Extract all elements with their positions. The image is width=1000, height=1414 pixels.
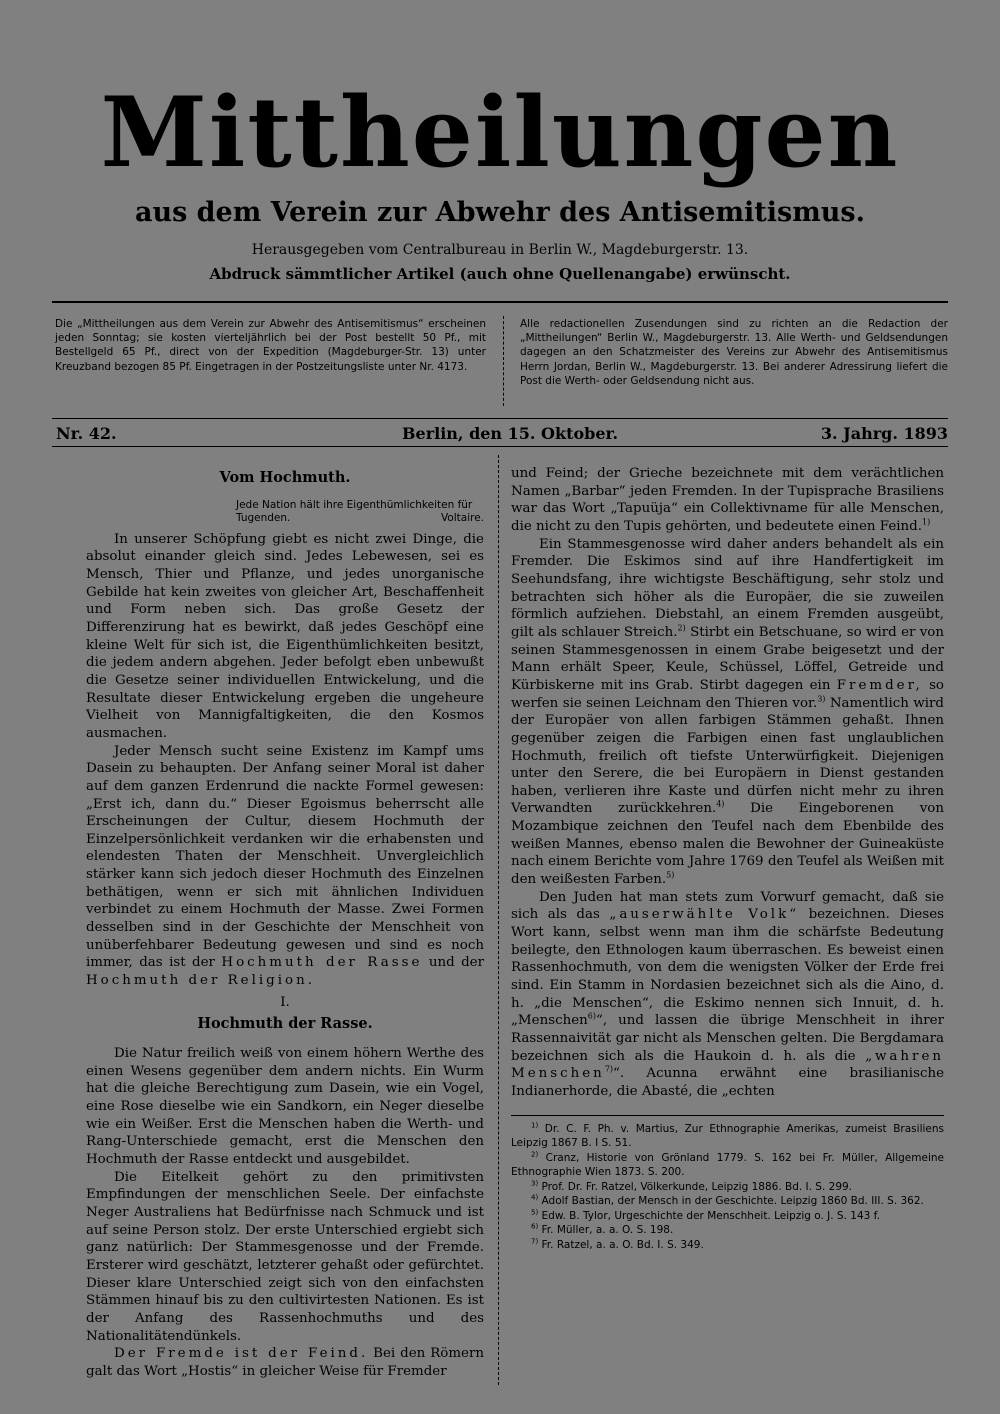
paragraph-text: Die Eingeborenen von Mozambique zeichnen den Teufel nach dem Ebenbilde des weißen Mannes, ebenso malen die Bewohner der Guineaküste nach einem Berichte vom Jahre 1769 den Teufel als Weißen mit den weißesten Farben. <box>511 801 944 888</box>
paragraph: Die Eitelkeit gehört zu den primitivsten Empfindungen der menschlichen Seele. Der einfachste Neger Australiens hat Bedürfnisse nach Schmuck und ist auf seine Person stolz. Der erste Unterschied ergiebt sich ganz natürlich: Der Stammesgenosse und der Fremde. Ersterer wird geschätzt, letzterer gehaßt oder gefürchtet. Dieser klare Unterschied zeigt sich von den einfachsten Stämmen hinauf bis zu den cultivirtesten Nationen. Es ist der Anfang des Rassenhochmuths und des Nationalitätendünkels. <box>86 1169 484 1344</box>
article-column-right <box>511 465 944 1252</box>
footnote-text: Fr. Ratzel, a. a. O. Bd. I. S. 349. <box>541 1238 704 1251</box>
epigraph-author: Voltaire. <box>440 511 484 524</box>
footnote <box>511 1209 944 1224</box>
epigraph <box>236 499 484 525</box>
publisher-line: Herausgegeben vom Centralbureau in Berlin W., Magdeburgerstr. 13. <box>251 242 749 258</box>
footnote-number: 3) <box>531 1179 539 1188</box>
paragraph-text: “. Acunna erwähnt eine brasilianische Indianerhorde, die Abasté, die „echten <box>511 1066 944 1099</box>
paragraph <box>86 1345 484 1380</box>
editorial-contact-info: Alle redactionellen Zusendungen sind zu richten an die Redaction der „Mittheilungen“ Berlin W., Magdeburgerstr. 13. Alle Werth- und Geldsendungen dagegen an den Schatzmeister des Vereins zur Abwehr des Antisemitismus Herrn Jordan, Berlin W., Magdeburgerstr. 13. Bei anderer Adressirung liefert die Post die Werth- oder Geldsendung nicht aus. <box>520 318 948 387</box>
footnote-ref: 3) <box>817 694 826 704</box>
paragraph <box>86 743 484 990</box>
footnote-number: 6) <box>531 1222 539 1231</box>
masthead-title: Mittheilungen <box>100 76 900 189</box>
paragraph-text: Den Juden hat man stets zum Vorwurf gemacht, daß sie sich als das <box>511 889 944 923</box>
paragraph-text: Jeder Mensch sucht seine Existenz im Kampf ums Dasein zu behaupten. Der Anfang seiner Moral ist daher auf dem ganzen Erdenrund die nackte Formel gewesen: „Erst ich, dann du.“ Dieser Egoismus beherrscht alle Erscheinungen der Cultur, diesem Hochmuth der Einzelpersönlichkeit verdanken wir die erhabensten und elendesten Thaten der Menschheit. Unvergleichlich stärker kann sich jedoch dieser Hochmuth des Einzelnen bethätigen, wenn er sich mit ähnlichen Individuen verbindet zu einem Hochmuth der Masse. Zwei Formen desselben sind in der Geschichte der Menschheit von unüberfehbarer Bedeutung gewesen und sind es noch immer, das ist der <box>86 743 484 971</box>
dateline-rule-bottom <box>52 446 948 447</box>
footnote-text: Dr. C. F. Ph. v. Martius, Zur Ethnographie Amerikas, zumeist Brasiliens Leipzig 1867 B. I S. 51. <box>511 1122 944 1150</box>
paragraph: Die Natur freilich weiß von einem höhern Werthe des einen Wesens gegenüber dem andern nichts. Ein Wurm hat die gleiche Berechtigung zum Dasein, wie ein Vogel, eine Rose dieselbe wie ein Sandkorn, ein Neger dieselbe wie ein Weißer. Erst die Menschen haben die Werth- und Rang-Unterschiede gemacht, erst die Menschen den Hochmuth der Rasse entdeckt und ausgebildet. <box>86 1046 484 1167</box>
footnote-text: Prof. Dr. Fr. Ratzel, Völkerkunde, Leipzig 1886. Bd. I. S. 299. <box>541 1180 853 1193</box>
spaced-emphasis: Fremder, <box>836 677 923 693</box>
footnote <box>511 1180 944 1195</box>
volume-year: 3. Jahrg. 1893 <box>820 424 948 443</box>
paragraph-text: so werfen sie seinen Leichnam den Thieren vor. <box>511 677 944 711</box>
footnote-number: 1) <box>531 1121 539 1130</box>
paragraph-text: Ein Stammesgenosse wird daher anders behandelt als ein Fremder. Die Eskimos sind auf ihre Handfertigkeit im Seehundsfang, ihre wichtigste Beschäftigung, sehr stolz und betrachten sich höher als die Europäer, die sie zuweilen förmlich aufziehen. Diebstahl, an einem Fremden ausgeübt, gilt als schlauer Streich. <box>511 536 944 640</box>
spaced-emphasis: Der Fremde ist der Feind. <box>114 1346 369 1362</box>
footnote-text: Edw. B. Tylor, Urgeschichte der Menschheit. Leipzig o. J. S. 143 f. <box>541 1209 880 1222</box>
masthead-subtitle: aus dem Verein zur Abwehr des Antisemitismus. <box>134 197 866 228</box>
footnote <box>511 1122 944 1151</box>
footnotes <box>511 1115 944 1253</box>
footnote-ref: 5) <box>666 870 675 880</box>
paragraph-text: bezeichnen. Dieses Wort kann, selbst wenn man ihm die schärfste Bedeutung beilegte, den Ethnologen kaum überraschen. Es beweist einen Rassenhochmuth, von dem die wenigsten Völker der Erde frei sind. Ein Stamm in Nordasien bezeichnet sich als die Aino, d. h. „die Menschen“, die Eskimo nennen sich Innuit, d. h. „Menschen <box>511 907 944 1029</box>
paragraph <box>511 465 944 536</box>
footnote <box>511 1223 944 1238</box>
footnote-text: Cranz, Historie von Grönland 1779. S. 162 bei Fr. Müller, Allgemeine Ethnographie Wien 1873. S. 200. <box>511 1151 944 1179</box>
footnote-ref: 2) <box>677 623 686 633</box>
spaced-emphasis: „wahren Menschen <box>511 1048 944 1082</box>
footnote-number: 5) <box>531 1208 539 1217</box>
footnote-ref: 1) <box>922 517 931 527</box>
paragraph <box>511 536 944 889</box>
epigraph-text: Jede Nation hält ihre Eigenthümlichkeiten für Tugenden. <box>236 498 473 524</box>
footnote-ref: 7) <box>604 1064 614 1074</box>
paragraph-text: und Feind; der Grieche bezeichnete mit dem verächtlichen Namen „Barbar“ jeden Fremden. In der Tupisprache Brasiliens war das Wort „Tapuüja“ ein Collektivname für alle Menschen, die nicht zu den Tupis gehörten, und bedeutete einen Feind. <box>511 466 944 534</box>
paragraph-text: Bei den Römern galt das Wort „Hostis“ in gleicher Weise für Fremder <box>86 1346 484 1379</box>
spaced-emphasis: Hochmuth der Religion. <box>86 973 315 989</box>
paragraph-text: und der <box>428 955 484 971</box>
footnote-text: Fr. Müller, a. a. O. S. 198. <box>541 1224 674 1237</box>
footnote-number: 4) <box>531 1193 539 1202</box>
footnote-ref: 6) <box>587 1011 596 1021</box>
footnote-number: 7) <box>531 1237 539 1246</box>
reprint-note: Abdruck sämmtlicher Artikel (auch ohne Quellenangabe) erwünscht. <box>209 265 791 283</box>
footnote-number: 2) <box>531 1150 539 1159</box>
footnote-ref: 4) <box>716 800 725 809</box>
footnote <box>511 1194 944 1209</box>
subscription-info: Die „Mittheilungen aus dem Verein zur Abwehr des Antisemitismus“ erscheinen jeden Sonntag; sie kosten vierteljährlich bei der Post bestellt 50 Pf., mit Bestellgeld 65 Pf., direct von der Expedition (Magdeburger-Str. 13) unter Kreuzband bezogen 85 Pf. Eingetragen in der Postzeitungsliste unter Nr. 4173. <box>55 318 486 373</box>
paragraph-text: “, und lassen die übrige Menschheit in ihrer Rassennaivität gar nicht als Menschen gelten. Die Bergdamara bezeichnen sich als die Haukoin d. h. als die <box>511 1013 944 1064</box>
paragraph <box>511 889 944 1101</box>
paragraph-text: Namentlich wird der Europäer von allen farbigen Stämmen gehaßt. Ihnen gegenüber zeigen die Farbigen einen fast unglaublichen Hochmuth, freilich oft tiefste Unterwürfigkeit. Diejenigen unter den Serere, die bei Europäern in Dienst gestanden haben, verlieren ihre Kaste und dürfen nicht mehr zu ihren Verwandten zurückkehren. <box>511 695 944 817</box>
footnote <box>511 1238 944 1253</box>
issue-number: Nr. 42. <box>56 424 117 443</box>
footnote <box>511 1151 944 1180</box>
issue-date: Berlin, den 15. Oktober. <box>402 424 619 443</box>
article-title: Vom Hochmuth. <box>219 469 351 486</box>
section-numeral: I. <box>280 994 290 1010</box>
paragraph-text: Stirbt ein Betschuane, so wird er von seinen Stammesgenossen in einem Grabe beigesetzt und der Mann erhält Speer, Keule, Schüssel, Löffel, Getreide und Kürbiskerne mit ins Grab. Stirbt dagegen ein <box>511 624 944 693</box>
top-rule <box>52 301 948 303</box>
spaced-emphasis: Hochmuth der Rasse <box>221 955 423 971</box>
dateline-rule-top <box>52 418 948 419</box>
paragraph: In unserer Schöpfung giebt es nicht zwei Dinge, die absolut einander gleich sind. Jedes Lebewesen, sei es Mensch, Thier und Pflanze, und jedes unorganische Gebilde hat kein zweites von gleicher Art, Beschaffenheit und Form neben sich. Das große Gesetz der Differenzirung hat es bewirkt, daß jedes Geschöpf eine kleine Welt für sich ist, die Eigenthümlichkeiten besitzt, die jedem andern abgehen. Jeder befolgt eben unbewußt die Gesetze seiner individuellen Entwickelung, und die Resultate dieser Entwickelung ergeben die ungeheure Vielheit von Mannigfaltigkeiten, die den Kosmos ausmachen. <box>86 531 484 741</box>
info-divider <box>503 316 504 406</box>
article-column-left <box>86 465 484 1381</box>
footnote-text: Adolf Bastian, der Mensch in der Geschichte. Leipzig 1860 Bd. III. S. 362. <box>541 1195 924 1208</box>
section-title: Hochmuth der Rasse. <box>197 1015 373 1033</box>
spaced-emphasis: „auserwählte Volk“ <box>609 907 800 923</box>
column-divider <box>498 455 499 1385</box>
